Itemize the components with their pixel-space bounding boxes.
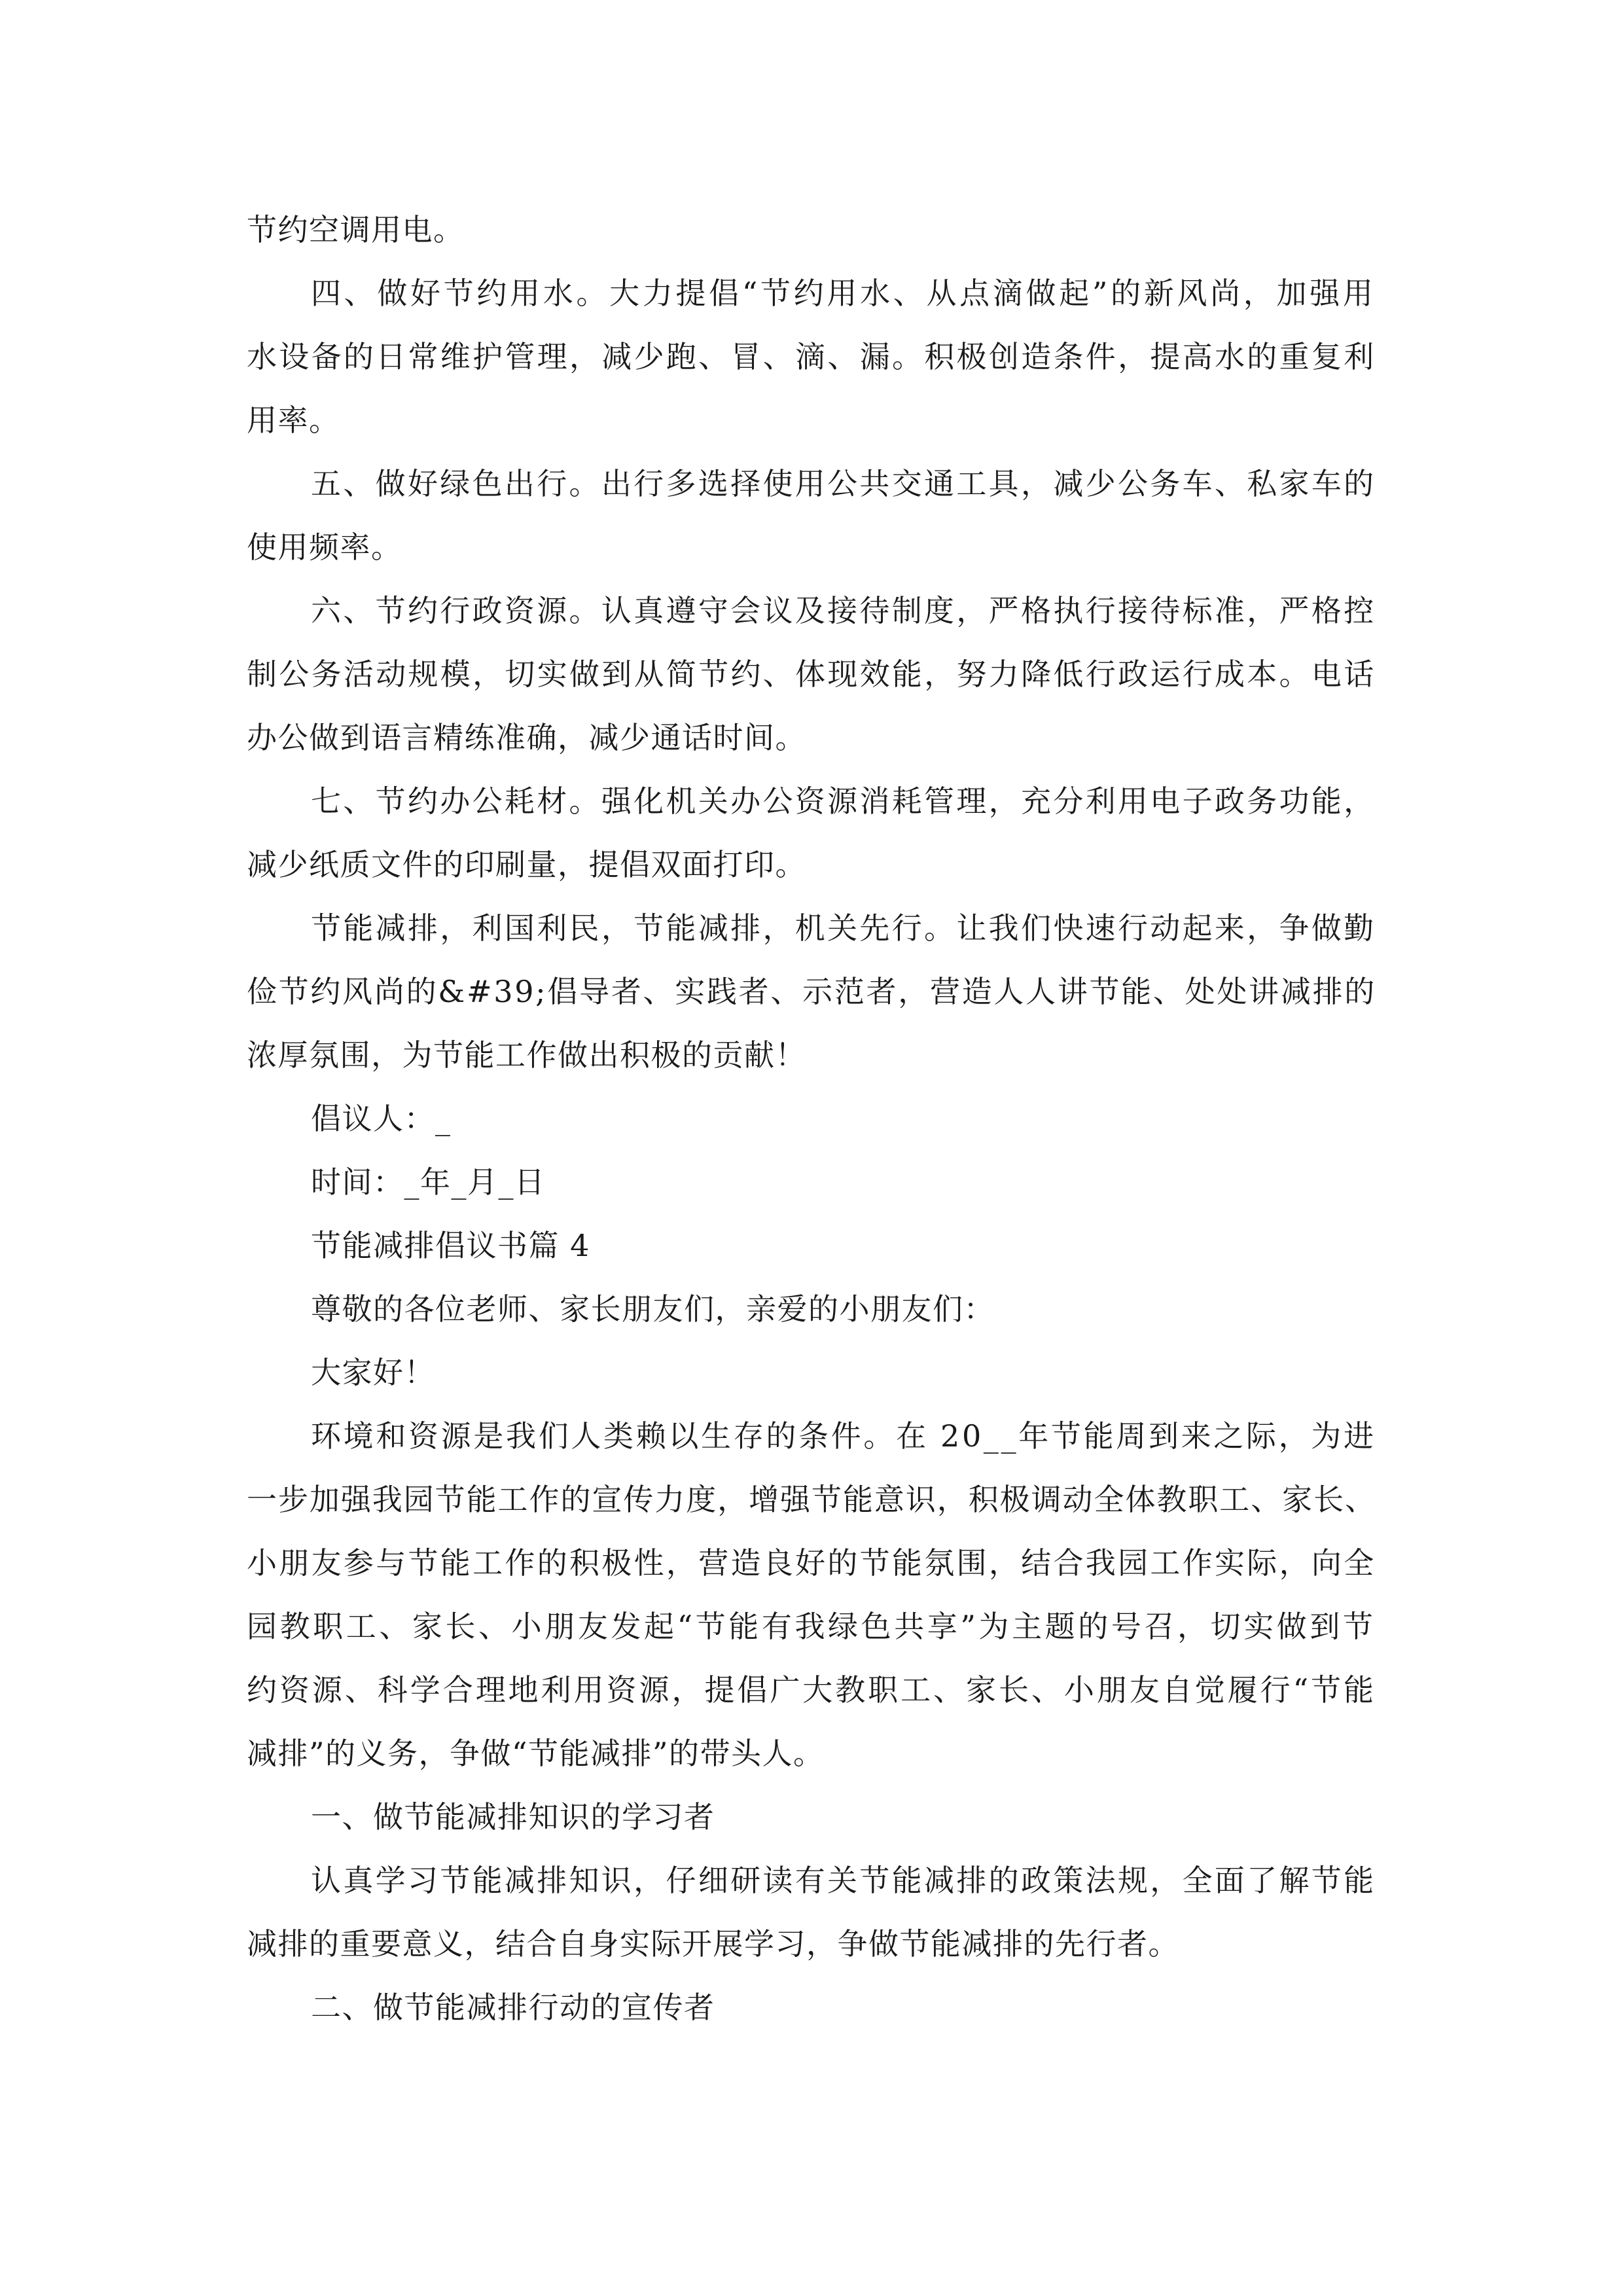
- paragraph-line: 四、做好节约用水。大力提倡“节约用水、从点滴做起”的新风尚，加强用: [311, 276, 1376, 311]
- initiator-line: 倡议人：_: [311, 1101, 452, 1136]
- paragraph-line: 五、做好绿色出行。出行多选择使用公共交通工具，减少公务车、私家车的: [311, 466, 1376, 501]
- paragraph-line: 环境和资源是我们人类赖以生存的条件。在 20__年节能周到来之际，为进: [311, 1418, 1376, 1454]
- paragraph-line: 用率。: [247, 403, 340, 438]
- paragraph-line: 约资源、科学合理地利用资源，提倡广大教职工、家长、小朋友自觉履行“节能: [247, 1672, 1377, 1708]
- paragraph-line: 节能减排，利国利民，节能减排，机关先行。让我们快速行动起来，争做勤: [311, 910, 1376, 946]
- paragraph-line: 制公务活动规模，切实做到从简节约、体现效能，努力降低行政运行成本。电话: [247, 656, 1376, 692]
- paragraph-line: 水设备的日常维护管理，减少跑、冒、滴、漏。积极创造条件，提高水的重复利: [247, 339, 1376, 374]
- document-page: [247, 0, 1376, 2296]
- paragraph-line: 浓厚氛围，为节能工作做出积极的贡献！: [247, 1037, 806, 1073]
- paragraph-line: 节约空调用电。: [247, 212, 465, 247]
- paragraph-line: 俭节约风尚的&#39;倡导者、实践者、示范者，营造人人讲节能、处处讲减排的: [247, 974, 1377, 1009]
- paragraph-line: 园教职工、家长、小朋友发起“节能有我绿色共享”为主题的号召，切实做到节: [247, 1609, 1376, 1644]
- paragraph-line: 六、节约行政资源。认真遵守会议及接待制度，严格执行接待标准，严格控: [311, 593, 1376, 628]
- section-title: 节能减排倡议书篇 4: [311, 1228, 590, 1263]
- paragraph-line: 小朋友参与节能工作的积极性，营造良好的节能氛围，结合我园工作实际，向全: [247, 1545, 1376, 1581]
- greeting-line: 大家好！: [311, 1355, 435, 1390]
- paragraph-line: 办公做到语言精练准确，减少通话时间。: [247, 720, 806, 755]
- salutation-line: 尊敬的各位老师、家长朋友们，亲爱的小朋友们：: [311, 1291, 995, 1327]
- paragraph-line: 使用频率。: [247, 529, 402, 565]
- paragraph-line: 一步加强我园节能工作的宣传力度，增强节能意识，积极调动全体教职工、家长、: [247, 1482, 1376, 1517]
- paragraph-line: 认真学习节能减排知识，仔细研读有关节能减排的政策法规，全面了解节能: [311, 1863, 1376, 1898]
- subheading: 一、做节能减排知识的学习者: [311, 1799, 715, 1835]
- paragraph-line: 减排”的义务，争做“节能减排”的带头人。: [247, 1736, 825, 1771]
- paragraph-line: 七、节约办公耗材。强化机关办公资源消耗管理，充分利用电子政务功能，: [311, 783, 1376, 819]
- paragraph-line: 减排的重要意义，结合自身实际开展学习，争做节能减排的先行者。: [247, 1926, 1179, 1962]
- date-line: 时间：_年_月_日: [311, 1164, 546, 1200]
- paragraph-line: 减少纸质文件的印刷量，提倡双面打印。: [247, 847, 806, 882]
- subheading: 二、做节能减排行动的宣传者: [311, 1990, 715, 2025]
